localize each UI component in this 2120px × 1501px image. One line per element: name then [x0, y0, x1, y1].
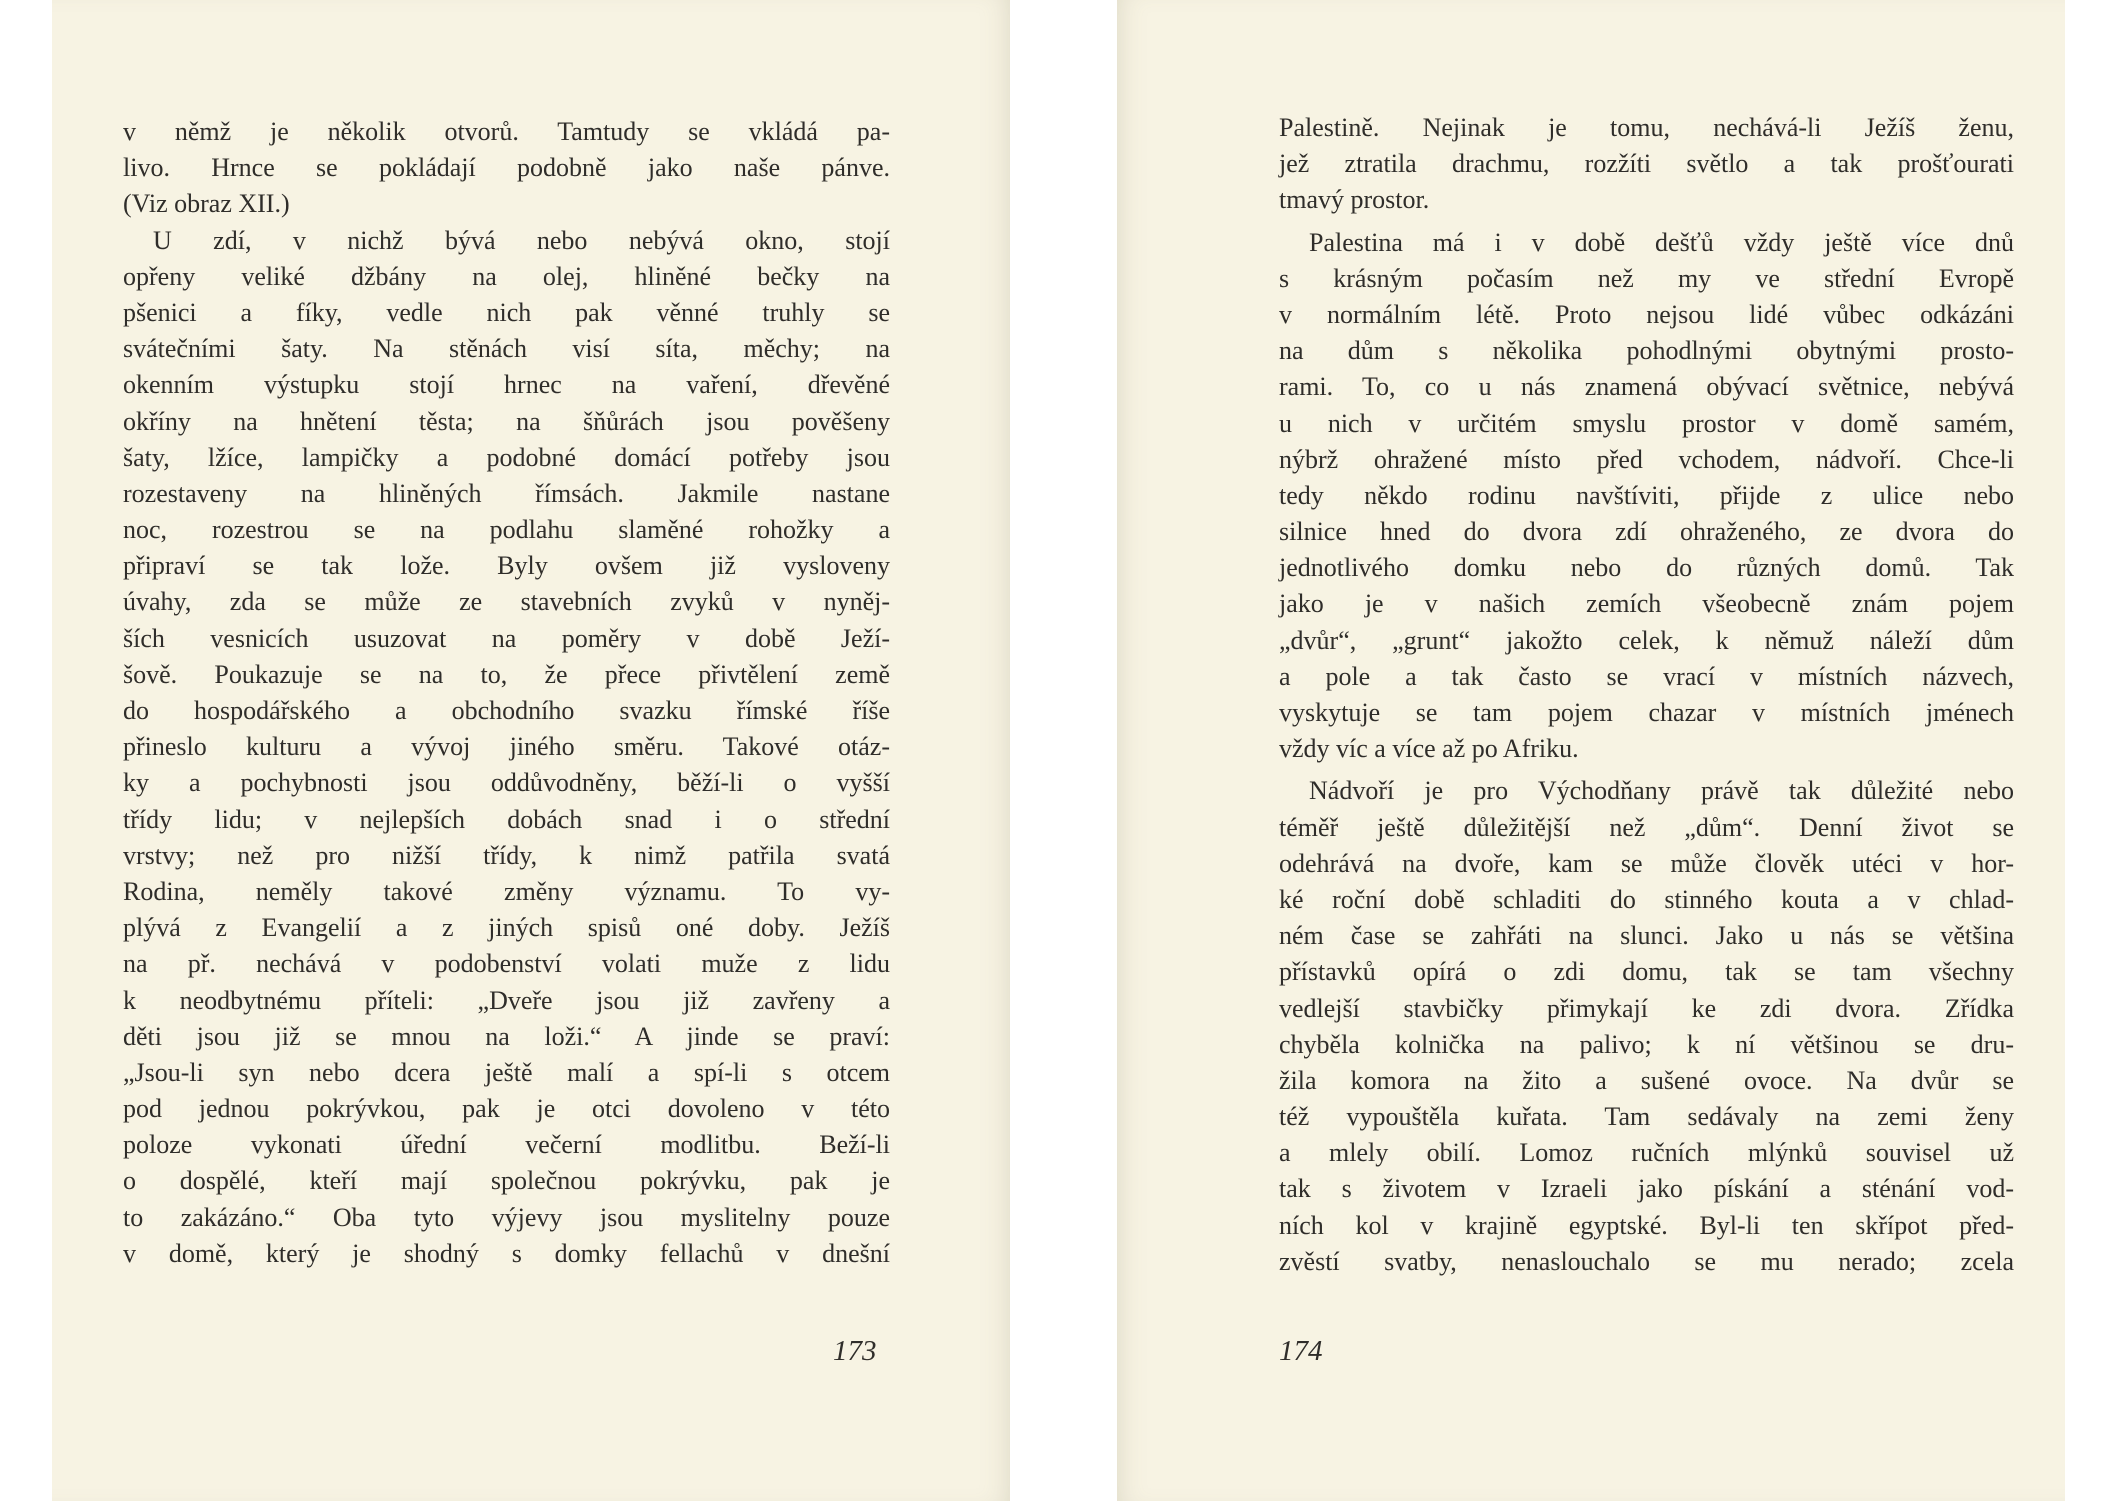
text-line: poloze vykonati úřední večerní modlitbu. Beží-li [123, 1130, 890, 1160]
text-line: Nádvoří je pro Východňany právě tak důležité nebo [1309, 776, 2014, 806]
text-line: a pole a tak často se vrací v místních názvech, [1279, 661, 2014, 691]
text-line: do hospodářského a obchodního svazku římské říše [123, 696, 890, 725]
text-line: pod jednou pokrývkou, pak je otci dovoleno v této [123, 1094, 890, 1124]
text-line: okenním výstupku stojí hrnec na vaření, dřevěné [123, 370, 890, 400]
text-line: „Jsou-li syn nebo dcera ještě malí a spí-li s otcem [123, 1057, 890, 1087]
text-line: přístavků opírá o zdi domu, tak se tam všechny [1279, 957, 2014, 987]
text-line: žila komora na žito a sušené ovoce. Na dvůr se [1279, 1065, 2014, 1095]
text-line: (Viz obraz XII.) [123, 189, 290, 219]
left-page [52, 0, 1010, 1501]
text-line: ších vesnicích usuzovat na poměry v době Ježí- [123, 623, 890, 653]
text-line: téměř ještě důležitější než „dům“. Denní život se [1279, 812, 2014, 842]
text-line: též vypouštěla kuřata. Tam sedávaly na zemi ženy [1279, 1102, 2014, 1132]
text-line: ké roční době schladiti do stinného kouta a v chlad- [1279, 884, 2014, 914]
text-line: rami. To, co u nás znamená obývací světnice, nebývá [1279, 372, 2014, 402]
text-line: o dospělé, kteří mají společnou pokrývku, pak je [123, 1166, 890, 1196]
text-line: opřeny veliké džbány na olej, hliněné bečky na [123, 261, 890, 291]
text-line: na př. nechává v podobenství volati muže z lidu [123, 949, 890, 979]
text-line: ních kol v krajině egyptské. Byl-li ten skřípot před- [1279, 1210, 2014, 1240]
text-line: tedy někdo rodinu navštíviti, přijde z ulice nebo [1279, 480, 2014, 510]
text-line: tak s životem v Izraeli jako pískání a sténání vod- [1279, 1174, 2014, 1204]
text-line: zvěstí svatby, nenaslouchalo se mu nerado; zcela [1279, 1246, 2014, 1276]
right-page-text [1279, 110, 2014, 1280]
text-line: livo. Hrnce se pokládají podobně jako naše pánve. [123, 153, 890, 183]
text-line: to zakázáno.“ Oba tyto výjevy jsou myslitelny pouze [123, 1202, 890, 1232]
text-line: nýbrž ohražené místo před vchodem, nádvoří. Chce-li [1279, 444, 2014, 474]
text-line: odehrává na dvoře, kam se může člověk utéci v hor- [1279, 848, 2014, 878]
text-line: v domě, který je shodný s domky fellachů v dnešní [123, 1238, 890, 1268]
text-line: a mlely obilí. Lomoz ručních mlýnků souvisel už [1279, 1138, 2014, 1168]
text-line: vždy víc a více až po Afriku. [1279, 734, 1579, 764]
right-page [1117, 0, 2065, 1501]
text-line: plývá z Evangelií a z jiných spisů oné doby. Ježíš [123, 913, 890, 943]
text-line: na dům s několika pohodlnými obytnými prosto- [1279, 336, 2014, 366]
page-number-left: 173 [833, 1335, 877, 1367]
text-line: ném čase se zahřáti na slunci. Jako u nás se většina [1279, 921, 2014, 951]
text-line: Palestině. Nejinak je tomu, nechává-li Ježíš ženu, [1279, 113, 2014, 142]
text-line: vrstvy; než pro nižší třídy, k nimž patřila svatá [123, 840, 890, 870]
text-line: šaty, lžíce, lampičky a podobné domácí potřeby jsou [123, 442, 890, 472]
text-line: Palestina má i v době dešťů vždy ještě více dnů [1309, 227, 2014, 257]
text-line: silnice hned do dvora zdí ohraženého, ze dvora do [1279, 517, 2014, 547]
text-line: ky a pochybnosti jsou oddůvodněny, běží-li o vyšší [123, 768, 890, 798]
text-line: rozestaveny na hliněných římsách. Jakmile nastane [123, 478, 890, 508]
left-page-text [123, 114, 890, 1272]
text-line: šově. Poukazuje se na to, že přece přivtělení země [123, 659, 890, 689]
text-line: úvahy, zda se může ze stavebních zvyků v nyněj- [123, 587, 890, 617]
text-line: okříny na hnětení těsta; na šňůrách jsou pověšeny [123, 406, 890, 436]
text-line: svátečními šaty. Na stěnách visí síta, měchy; na [123, 334, 890, 364]
text-line: u nich v určitém smyslu prostor v domě samém, [1279, 408, 2014, 438]
text-line: Rodina, neměly takové změny významu. To vy- [123, 876, 890, 906]
text-line: vyskytuje se tam pojem chazar v místních jménech [1279, 698, 2014, 727]
text-line: v němž je několik otvorů. Tamtudy se vkládá pa- [123, 117, 890, 146]
text-line: v normálním létě. Proto nejsou lidé vůbec odkázáni [1279, 299, 2014, 329]
text-line: „dvůr“, „grunt“ jakožto celek, k němuž náleží dům [1279, 625, 2014, 655]
page-number-right: 174 [1279, 1335, 1323, 1367]
text-line: připraví se tak lože. Byly ovšem již vysloveny [123, 551, 890, 581]
text-line: noc, rozestrou se na podlahu slaměné rohožky a [123, 515, 890, 545]
text-line: U zdí, v nichž bývá nebo nebývá okno, stojí [153, 225, 890, 255]
text-line: tmavý prostor. [1279, 185, 1430, 215]
text-line: chyběla kolnička na palivo; k ní většinou se dru- [1279, 1029, 2014, 1059]
text-line: třídy lidu; v nejlepších dobách snad i o střední [123, 804, 890, 834]
text-line: pšenici a fíky, vedle nich pak věnné truhly se [123, 297, 890, 327]
text-line: jako je v našich zemích všeobecně znám pojem [1279, 589, 2014, 619]
text-line: děti jsou již se mnou na loži.“ A jinde se praví: [123, 1021, 890, 1051]
text-line: s krásným počasím než my ve střední Evropě [1279, 263, 2014, 293]
text-line: jednotlivého domku nebo do různých domů. Tak [1279, 553, 2014, 583]
text-line: vedlejší stavbičky přimykají ke zdi dvora. Zřídka [1279, 993, 2014, 1023]
text-line: jež ztratila drachmu, rozžíti světlo a tak prošťourati [1279, 149, 2014, 179]
text-line: k neodbytnému příteli: „Dveře jsou již zavřeny a [123, 985, 890, 1015]
text-line: přineslo kulturu a vývoj jiného směru. Takové otáz- [123, 732, 890, 762]
